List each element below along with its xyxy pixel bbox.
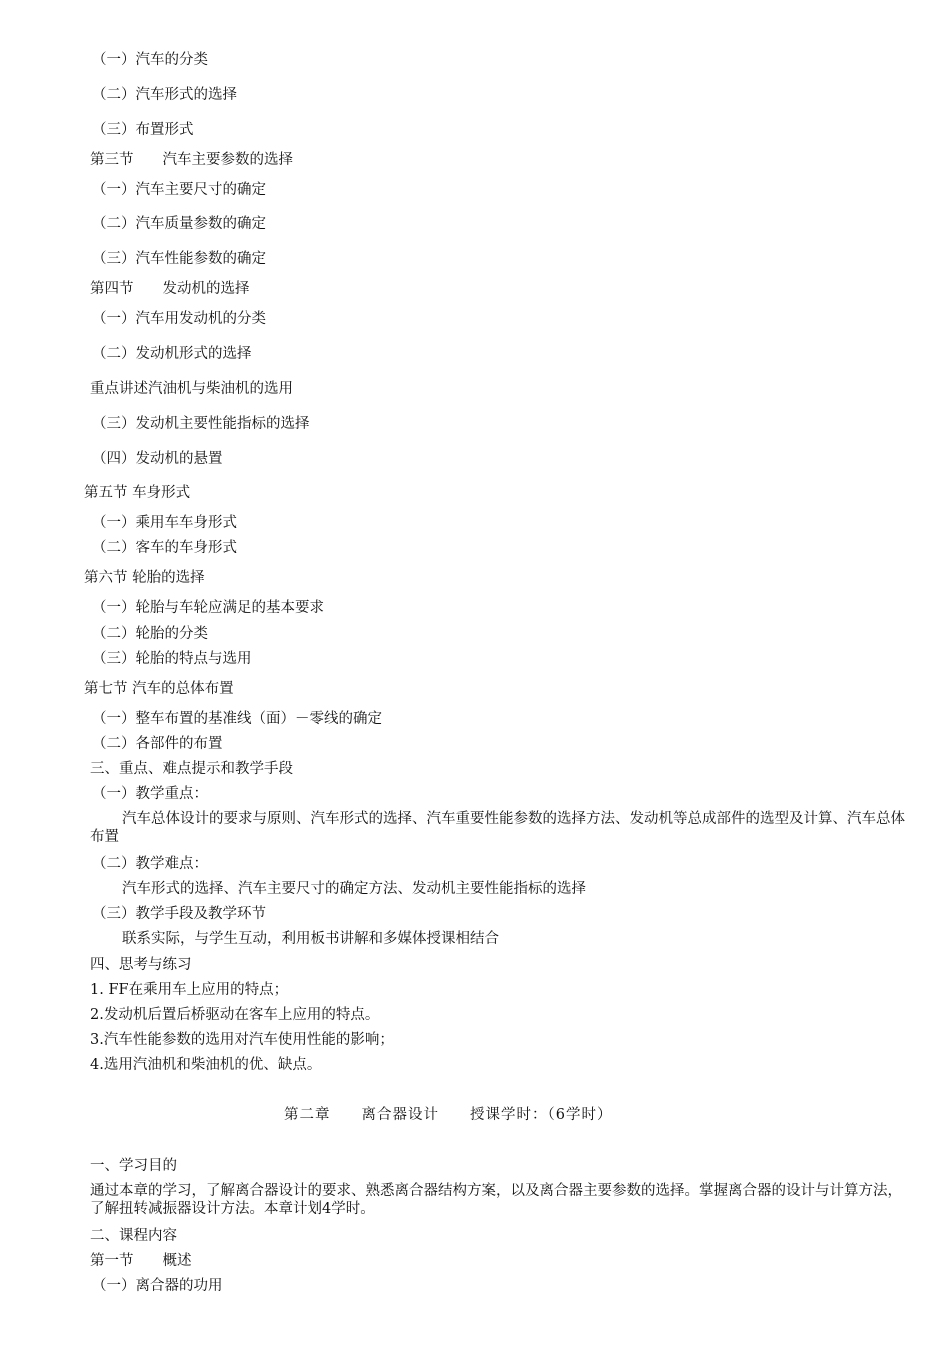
text-line: （二）各部件的布置 <box>92 736 223 752</box>
section-heading: 三、重点、难点提示和教学手段 <box>90 761 293 777</box>
text-line: （一）汽车用发动机的分类 <box>92 311 266 327</box>
text-line: 汽车形式的选择、汽车主要尺寸的确定方法、发动机主要性能指标的选择 <box>122 881 586 897</box>
text-line: （一）乘用车车身形式 <box>92 515 237 531</box>
text-line: （二）发动机形式的选择 <box>92 346 252 362</box>
chapter-title: 第二章 离合器设计 授课学时：（6学时） <box>284 1107 613 1123</box>
section-heading: 一、学习目的 <box>90 1158 177 1174</box>
section-heading: 第六节 轮胎的选择 <box>84 570 205 586</box>
section-heading: 第三节 汽车主要参数的选择 <box>90 152 293 168</box>
section-heading: 第七节 汽车的总体布置 <box>84 681 234 697</box>
text-line: 联系实际，与学生互动，利用板书讲解和多媒体授课相结合 <box>122 931 499 947</box>
text-line: （三）发动机主要性能指标的选择 <box>92 416 310 432</box>
text-line: （三）汽车性能参数的确定 <box>92 251 266 267</box>
section-heading: 第四节 发动机的选择 <box>90 281 250 297</box>
text-line: （一）教学重点： <box>92 786 208 802</box>
list-item: 3.汽车性能参数的选用对汽车使用性能的影响； <box>90 1032 394 1048</box>
text-line: 重点讲述汽油机与柴油机的选用 <box>90 381 293 397</box>
text-line: （一）汽车的分类 <box>92 52 208 68</box>
section-heading: 二、课程内容 <box>90 1228 177 1244</box>
section-heading: 四、思考与练习 <box>90 957 192 973</box>
text-line: （一）整车布置的基准线（面）－零线的确定 <box>92 711 382 727</box>
text-line: （三）布置形式 <box>92 122 194 138</box>
text-line: （二）教学难点： <box>92 856 208 872</box>
list-item: 1. FF在乘用车上应用的特点； <box>90 982 289 998</box>
list-item: 4.选用汽油机和柴油机的优、缺点。 <box>90 1057 322 1073</box>
text-line: （三）教学手段及教学环节 <box>92 906 266 922</box>
text-line: （三）轮胎的特点与选用 <box>92 651 252 667</box>
text-line: （二）汽车质量参数的确定 <box>92 216 266 232</box>
text-line: （一）汽车主要尺寸的确定 <box>92 182 266 198</box>
text-line: （四）发动机的悬置 <box>92 451 223 467</box>
text-line: （一）轮胎与车轮应满足的基本要求 <box>92 600 324 616</box>
list-item: 2.发动机后置后桥驱动在客车上应用的特点。 <box>90 1007 380 1023</box>
text-line: （二）汽车形式的选择 <box>92 87 237 103</box>
section-heading: 第一节 概述 <box>90 1253 192 1269</box>
text-line: （二）轮胎的分类 <box>92 626 208 642</box>
text-line: （二）客车的车身形式 <box>92 540 237 556</box>
section-heading: 第五节 车身形式 <box>84 485 191 501</box>
paragraph: 汽车总体设计的要求与原则、汽车形式的选择、汽车重要性能参数的选择方法、发动机等总成部件的选型及计算、汽车总体布置 <box>90 811 905 845</box>
paragraph: 通过本章的学习，了解离合器设计的要求、熟悉离合器结构方案，以及离合器主要参数的选择。掌握离合器的设计与计算方法，了解扭转减振器设计方法。本章计划4学时。 <box>90 1183 902 1217</box>
text-line: （一）离合器的功用 <box>92 1278 223 1294</box>
